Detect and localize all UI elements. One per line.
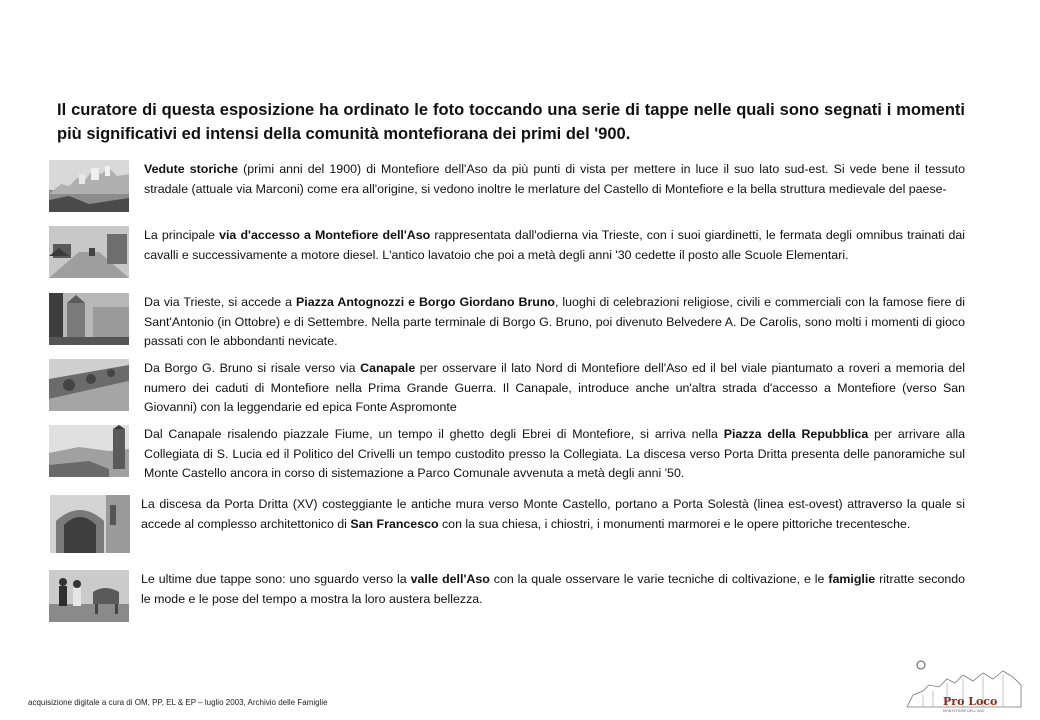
credit-note: acquisizione digitale a cura di OM, PP, EL & EP – luglio 2003, Archivio delle Famiglie [28,698,328,707]
intro-heading: Il curatore di questa esposizione ha ordinato le foto toccando una serie di tappe nelle quali sono segnati i momenti più significativi ed intensi della comunità montefiorana dei primi del '900. [57,101,965,143]
section-highlight: via d'accesso a Montefiore dell'Aso [219,228,431,242]
section-text [141,495,965,534]
section-text [144,425,965,484]
section-text-part: ritratte secondo le mode e le pose del tempo a mostra la loro austera bellezza. [141,572,966,606]
section-text-part: (primi anni del 1900) di Montefiore dell'Aso da più punti di vista per mettere in luce il suo lato sud-est. Si vede bene il tessuto stradale (attuale via Marconi) come era all'origine, si vedono inoltre le merlature del Castello di Montefiore e la bella struttura medievale del paese- [144,162,965,196]
section-text-part: rappresentata dall'odierna via Trieste, con i suoi giardinetti, le fermata degli omnibus trainati dai cavalli e successivamente a motore diesel. L'antico lavatoio che poi a metà degli anni '30 cedette il posto alle Scuole Elementari. [144,228,965,262]
section-highlight: Piazza della Repubblica [723,427,869,441]
section-text-part: La discesa da Porta Dritta (XV) costeggiante le antiche mura verso Monte Castello, portano a Porta Solestà (linea est-ovest) attraverso la quale si accede al complesso architettonico di [141,497,965,531]
logo-subtext: MONTEFIORE DELL'ASO [943,709,985,713]
section-text-part: con la sua chiesa, i chiostri, i monumenti marmorei e le opere pittoriche trecentesche. [438,516,911,531]
section-highlight: famiglie [828,572,876,586]
section-highlight: Piazza Antognozzi e Borgo Giordano Bruno [295,295,555,309]
section-highlight: Vedute storiche [144,162,238,176]
section-text [144,293,965,352]
historic-town-view-photo [49,160,129,212]
section-text [144,226,965,265]
logo-text: Pro Loco [943,695,998,708]
piazza-photo [49,293,129,345]
san-francesco-photo [49,495,131,553]
access-road-photo [49,226,129,278]
section-text-part: Da via Trieste, si accede a [144,295,296,309]
section-text [144,359,965,418]
section-text-part: Le ultime due tappe sono: uno sguardo verso la [141,572,411,586]
section-text [144,160,965,199]
section-text [141,570,965,609]
pro-loco-logo [903,655,1025,715]
families-photo [49,570,129,622]
section-text-part: per arrivare alla Collegiata di S. Lucia ed il Politico del Crivelli un tempo custodito presso la Collegiata. La discesa verso Porta Dritta presenta delle panoramiche sul Monte Castello ancora in corso di sistemazione a Parco Comunale avvenuta a metà degli anni '50. [144,427,965,480]
section-highlight: valle dell'Aso [410,572,490,586]
section-text-part: , luoghi di celebrazioni religiose, civili e commerciali con la famose fiere di Sant'Antonio (in Ottobre) e di Settembre. Nella parte terminale di Borgo G. Bruno, poi divenuto Belvedere A. De Carolis, sono molti i momenti di gioco passati con le abbondanti nevicate. [144,295,966,348]
section-highlight: Canapale [360,361,416,375]
section-text-part: Dal Canapale risalendo piazzale Fiume, un tempo il ghetto degli Ebrei di Montefiore, si arriva nella [144,427,724,441]
section-text-part: con la quale osservare le varie tecniche di coltivazione, e le [489,572,829,586]
section-text-part: Da Borgo G. Bruno si risale verso via [144,361,361,375]
section-text-part: per osservare il lato Nord di Montefiore dell'Aso ed il bel viale piantumato a roveri a memoria del numero dei caduti di Montefiore nella Prima Grande Guerra. Il Canapale, introduce anche un'altra strada d'accesso a Montefiore (verso San Giovanni) con la leggendarie ed epica Fonte Aspromonte [144,361,965,414]
section-highlight: San Francesco [350,516,439,531]
canapale-photo [49,359,129,411]
piazza-repubblica-photo [49,425,129,477]
section-text-part: La principale [144,228,220,242]
